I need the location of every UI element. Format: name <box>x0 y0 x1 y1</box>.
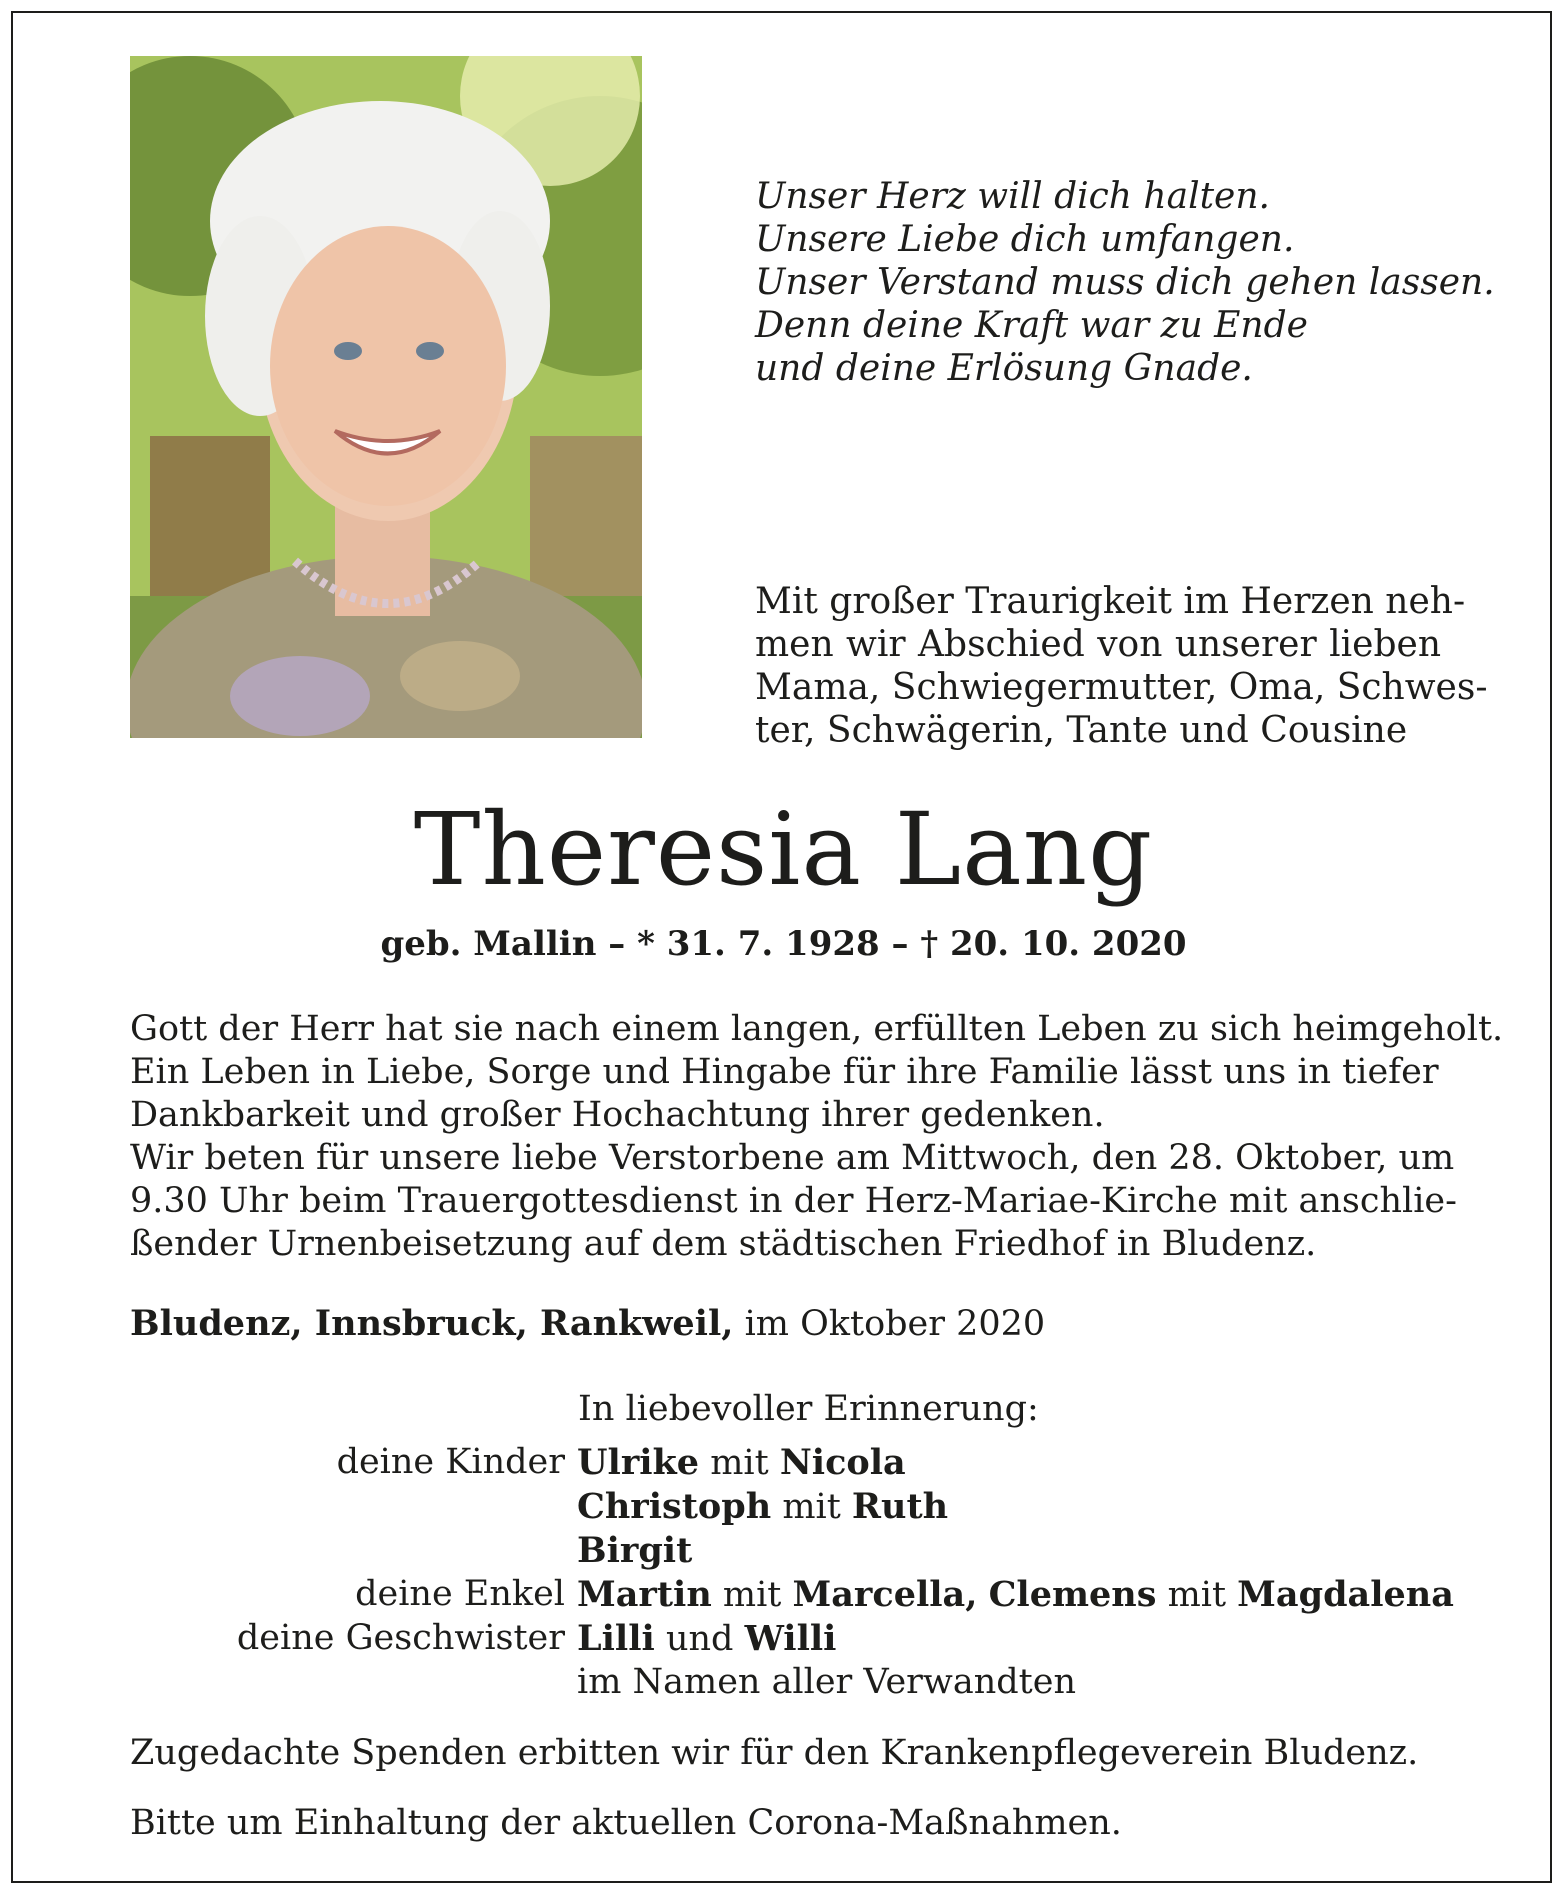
body-line: Dankbarkeit und großer Hochachtung ihrer gedenken. <box>130 1095 1105 1135</box>
family-row <box>130 1529 1460 1573</box>
family-row <box>130 1573 1460 1617</box>
poem-line: Unser Herz will dich halten. <box>755 176 1270 217</box>
family-row <box>130 1485 1460 1529</box>
family-list <box>130 1441 1460 1704</box>
joiner-text: und <box>665 1619 734 1659</box>
intro-line: Mama, Schwiegermutter, Oma, Schwes- <box>755 667 1488 708</box>
siblings-entry <box>577 1617 1460 1661</box>
poem-verse <box>755 175 1495 390</box>
memory-heading: In liebevoller Erinnerung: <box>578 1389 1039 1429</box>
body-line: Gott der Herr hat sie nach einem langen, erfüllten Leben zu sich heimgeholt. <box>130 1009 1504 1049</box>
child-name: Christoph <box>577 1486 772 1527</box>
corona-note: Bitte um Einhaltung der aktuellen Corona-Maßnahmen. <box>130 1803 1122 1843</box>
intro-line: ter, Schwägerin, Tante und Cousine <box>755 710 1408 751</box>
intro-text <box>755 580 1488 752</box>
sibling-name: Lilli <box>577 1618 655 1659</box>
sibling-name: Willi <box>744 1618 837 1659</box>
partner-name: Magdalena <box>1237 1574 1454 1615</box>
deceased-name: Theresia Lang <box>413 791 1154 908</box>
body-text <box>130 1008 1504 1266</box>
children-entry <box>577 1485 1460 1529</box>
body-line: Ein Leben in Liebe, Sorge und Hingabe für ihre Familie lässt uns in tiefer <box>130 1052 1439 1092</box>
place-date-line <box>130 1302 1045 1346</box>
family-row <box>130 1617 1460 1661</box>
children-entry <box>577 1441 1460 1485</box>
place-cities: Bludenz, Innsbruck, Rankweil, <box>130 1303 734 1344</box>
relatives-text: im Namen aller Verwandten <box>577 1662 1076 1702</box>
grandchild-name: Martin <box>577 1574 712 1615</box>
empty-label <box>130 1661 577 1704</box>
intro-line: Mit großer Traurigkeit im Herzen neh- <box>755 581 1466 622</box>
grandchild-name: Clemens <box>988 1574 1157 1615</box>
empty-label <box>130 1529 577 1573</box>
body-line: Wir beten für unsere liebe Verstorbene am Mittwoch, den 28. Oktober, um <box>130 1138 1455 1178</box>
deceased-dates: geb. Mallin – * 31. 7. 1928 – † 20. 10. 2020 <box>380 924 1187 964</box>
partner-name: Marcella, <box>792 1574 978 1615</box>
poem-line: Unser Verstand muss dich gehen lassen. <box>755 262 1495 303</box>
children-label: deine Kinder <box>336 1442 565 1482</box>
child-name: Ulrike <box>577 1442 700 1483</box>
donation-note: Zugedachte Spenden erbitten wir für den Krankenpflegeverein Bludenz. <box>130 1733 1419 1773</box>
poem-line: Denn deine Kraft war zu Ende <box>755 305 1308 346</box>
child-name: Birgit <box>577 1530 693 1571</box>
children-entry <box>577 1529 1460 1573</box>
empty-label <box>130 1485 577 1529</box>
family-row <box>130 1441 1460 1485</box>
place-date: im Oktober 2020 <box>744 1304 1046 1344</box>
grandchildren-entry <box>577 1573 1460 1617</box>
partner-name: Ruth <box>851 1486 949 1527</box>
body-line: ßender Urnenbeisetzung auf dem städtischen Friedhof in Bludenz. <box>130 1224 1317 1264</box>
intro-line: men wir Abschied von unserer lieben <box>755 624 1441 665</box>
joiner-text: mit <box>722 1575 782 1615</box>
siblings-label: deine Geschwister <box>236 1618 565 1658</box>
grandchildren-label: deine Enkel <box>355 1574 565 1614</box>
joiner-text: mit <box>710 1443 769 1483</box>
joiner-text: mit <box>782 1487 841 1527</box>
family-row <box>130 1661 1460 1704</box>
body-line: 9.30 Uhr beim Trauergottesdienst in der Herz-Mariae-Kirche mit anschlie- <box>130 1181 1457 1221</box>
poem-line: und deine Erlösung Gnade. <box>755 348 1253 389</box>
poem-line: Unsere Liebe dich umfangen. <box>755 219 1295 260</box>
joiner-text: mit <box>1167 1575 1227 1615</box>
portrait-photo <box>130 56 642 738</box>
partner-name: Nicola <box>779 1442 906 1483</box>
